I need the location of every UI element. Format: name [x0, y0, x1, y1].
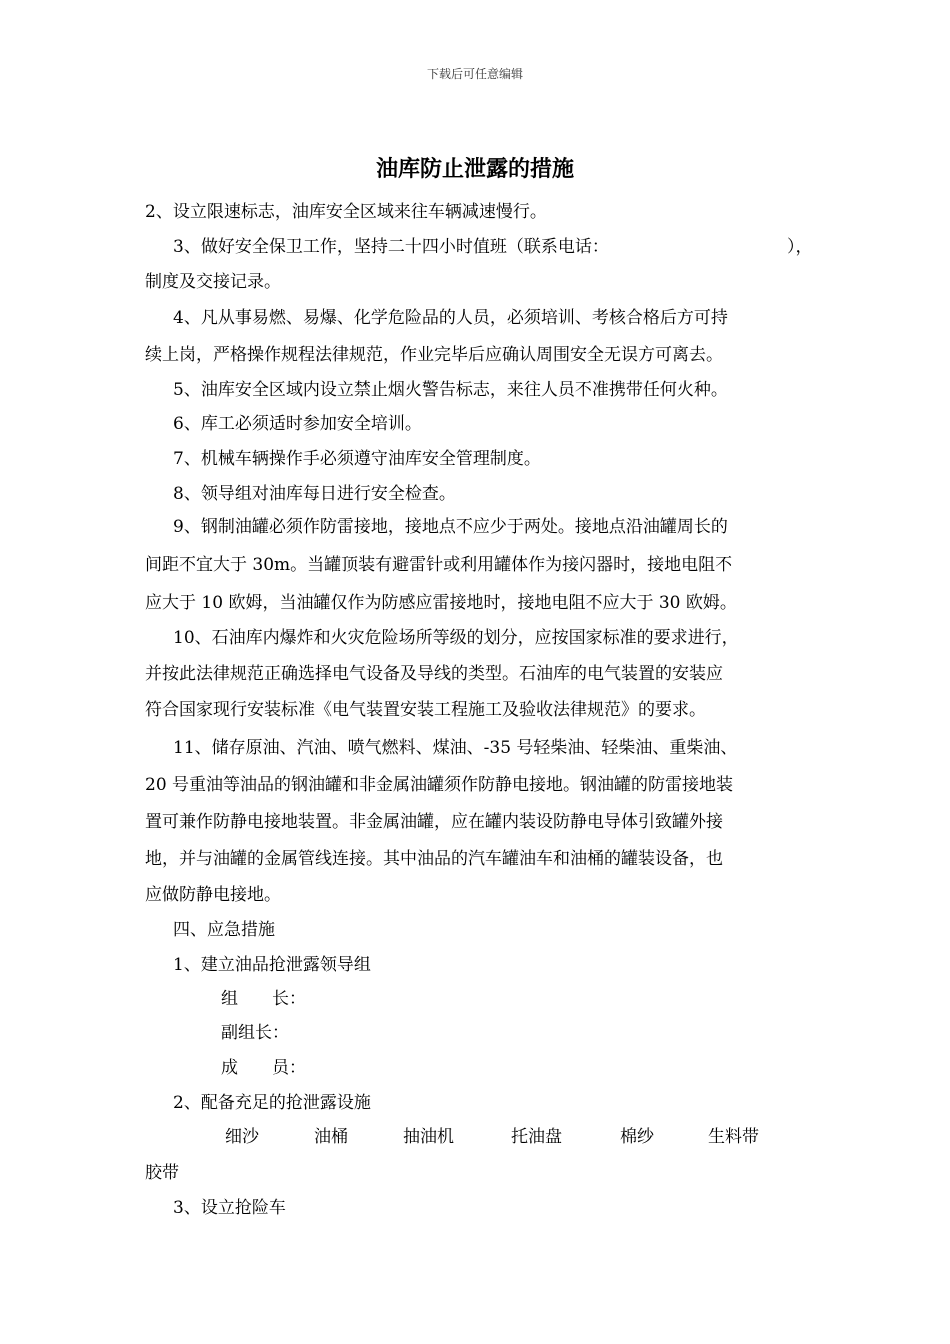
equipment-item: 抽油机	[403, 1127, 454, 1147]
measure-11-cont-4: 应做防静电接地。	[145, 885, 281, 905]
measure-8: 8、领导组对油库每日进行安全检查。	[173, 484, 456, 504]
measure-11-cont-2: 置可兼作防静电接地装置。非金属油罐，应在罐内装设防静电导体引致罐外接	[145, 812, 723, 832]
emergency-item-2: 2、配备充足的抢泄露设施	[173, 1093, 371, 1113]
equipment-item: 细沙	[225, 1127, 259, 1147]
header-note: 下载后可任意编辑	[426, 67, 523, 81]
section-heading-emergency: 四、应急措施	[173, 920, 275, 940]
measure-11: 11、储存原油、汽油、喷气燃料、煤油、-35 号轻柴油、轻柴油、重柴油、	[173, 738, 738, 758]
measure-5: 5、油库安全区域内设立禁止烟火警告标志，来往人员不准携带任何火种。	[173, 380, 728, 400]
members-label: 成 员：	[221, 1058, 306, 1078]
equipment-item: 棉纱	[620, 1127, 654, 1147]
measure-3-cont: 制度及交接记录。	[145, 272, 281, 292]
emergency-item-1: 1、建立油品抢泄露领导组	[173, 955, 371, 975]
equipment-item-tape: 胶带	[145, 1163, 179, 1183]
emergency-item-3: 3、设立抢险车	[173, 1198, 286, 1218]
measure-10-cont-2: 符合国家现行安装标准《电气装置安装工程施工及验收法律规范》的要求。	[145, 700, 706, 720]
measure-10-cont-1: 并按此法律规范正确选择电气设备及导线的类型。石油库的电气装置的安装应	[145, 664, 723, 684]
measure-2: 2、设立限速标志，油库安全区域来往车辆减速慢行。	[145, 202, 547, 222]
measure-3: 3、做好安全保卫工作，坚持二十四小时值班（联系电话：	[173, 237, 609, 257]
measure-11-cont-3: 地，并与油罐的金属管线连接。其中油品的汽车罐油车和油桶的罐装设备，也	[145, 849, 723, 869]
leader-label: 组 长：	[221, 989, 306, 1009]
equipment-item: 托油盘	[511, 1127, 562, 1147]
measure-3-close: ），	[787, 237, 813, 257]
equipment-item: 生料带	[708, 1127, 759, 1147]
measure-4-cont: 续上岗，严格操作规程法律规范，作业完毕后应确认周围安全无误方可离去。	[145, 345, 723, 365]
equipment-item: 油桶	[314, 1127, 348, 1147]
measure-9-cont-2: 应大于 10 欧姆，当油罐仅作为防感应雷接地时，接地电阻不应大于 30 欧姆。	[145, 593, 737, 613]
measure-10: 10、石油库内爆炸和火灾危险场所等级的划分，应按国家标准的要求进行，	[173, 628, 739, 648]
deputy-leader-label: 副组长：	[221, 1023, 289, 1043]
measure-9: 9、钢制油罐必须作防雷接地，接地点不应少于两处。接地点沿油罐周长的	[173, 517, 728, 537]
document-title: 油库防止泄露的措施	[375, 156, 574, 182]
measure-6: 6、库工必须适时参加安全培训。	[173, 414, 422, 434]
measure-11-cont-1: 20 号重油等油品的钢油罐和非金属油罐须作防静电接地。钢油罐的防雷接地装	[145, 775, 734, 795]
measure-4: 4、凡从事易燃、易爆、化学危险品的人员，必须培训、考核合格后方可持	[173, 308, 728, 328]
measure-7: 7、机械车辆操作手必须遵守油库安全管理制度。	[173, 449, 541, 469]
measure-9-cont-1: 间距不宜大于 30m。当罐顶装有避雷针或利用罐体作为接闪器时，接地电阻不	[145, 555, 733, 575]
